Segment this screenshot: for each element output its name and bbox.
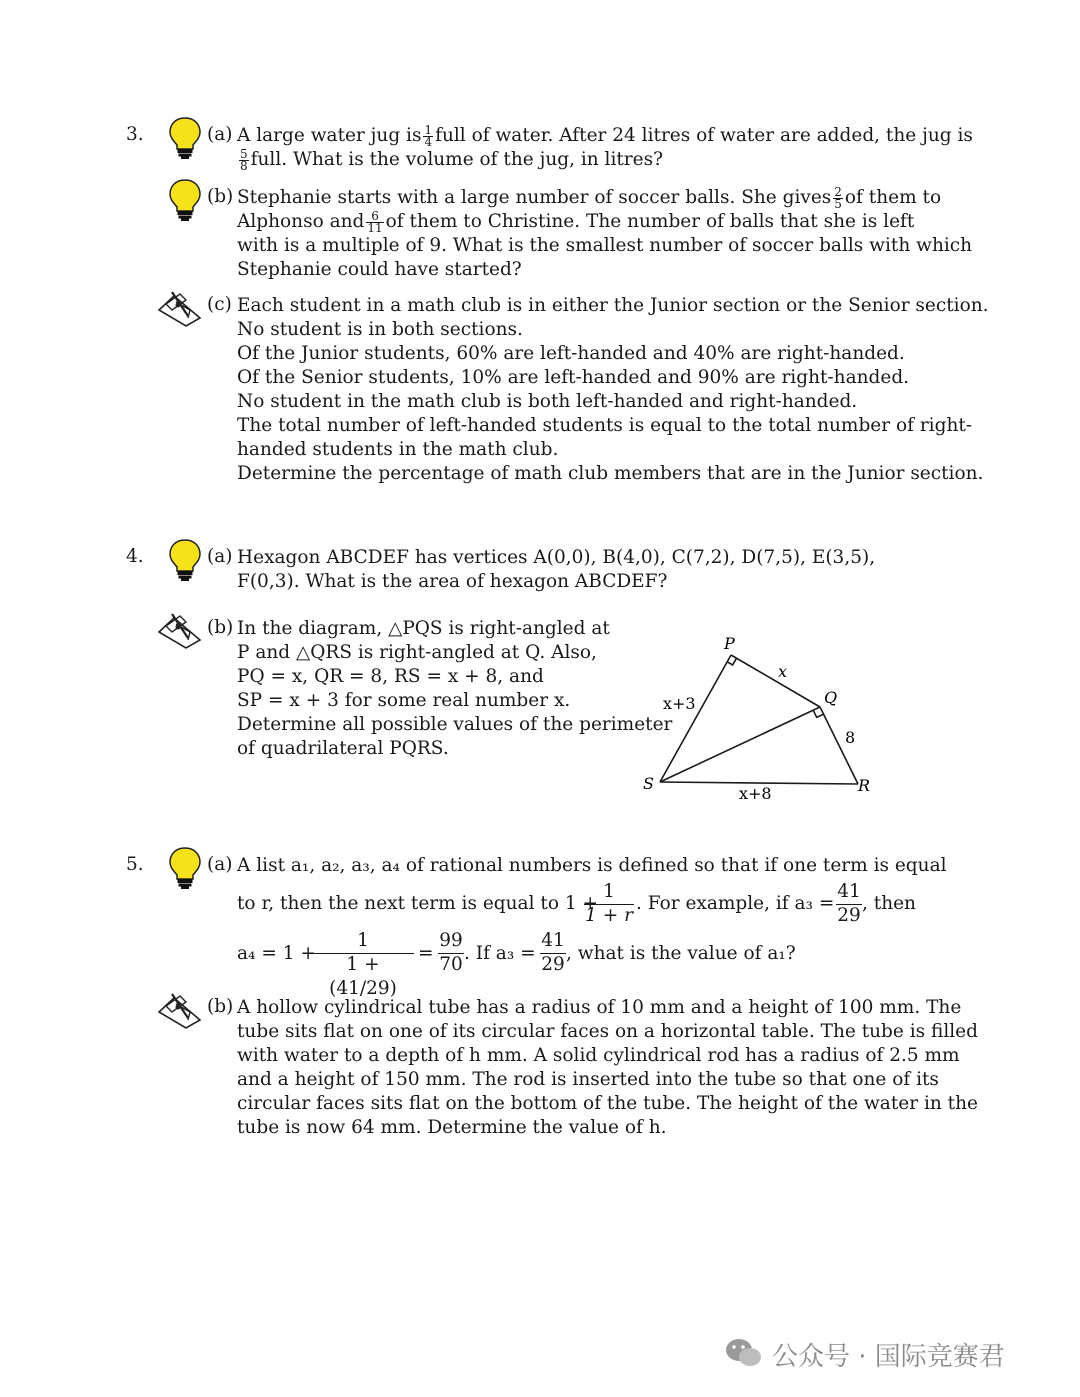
q3c-line: Determine the percentage of math club members that are in the Junior section. — [237, 463, 984, 484]
q5b-line: with water to a depth of h mm. A solid cylindrical rod has a radius of 2.5 mm — [237, 1045, 960, 1066]
q3c-line: handed students in the math club. — [237, 439, 559, 460]
q5b-line: circular faces sits flat on the bottom of the tube. The height of the water in the — [237, 1093, 978, 1114]
q4b-line: P and △QRS is right-angled at Q. Also, — [237, 642, 597, 663]
q3c-line: No student in the math club is both left-handed and right-handed. — [237, 391, 858, 412]
q5a-line-2a: to r, then the next term is equal to 1 + — [237, 893, 598, 914]
q5b-line: tube sits flat on one of its circular faces on a horizontal table. The tube is filled — [237, 1021, 978, 1042]
edge-label-pq: x — [778, 662, 788, 681]
q3c-label: (c) — [207, 294, 232, 315]
q3a-label: (a) — [207, 124, 233, 145]
q4b-line: SP = x + 3 for some real number x. — [237, 690, 571, 711]
q5b-label: (b) — [207, 996, 234, 1017]
hand-pencil-icon — [156, 288, 206, 328]
q3b-line-2: Alphonso and $\frac{6}{11}$ of them to Christine. The number of balls that she is left — [237, 208, 915, 235]
q3a-line-2: $\frac{5}{8}$ full. What is the volume of the jug, in litres? — [240, 146, 664, 173]
fraction-1-over-1-plus-41-29: 1 1 + (41/29) — [312, 929, 414, 1001]
question-number-3: 3. — [126, 124, 144, 145]
q4a-line-1: Hexagon ABCDEF has vertices A(0,0), B(4,0), C(7,2), D(7,5), E(3,5), — [237, 547, 876, 568]
side-sp — [660, 655, 731, 782]
q5a-line-1: A list a₁, a₂, a₃, a₄ of rational numbers is defined so that if one term is equal — [237, 855, 947, 876]
q5b-line: and a height of 150 mm. The rod is inserted into the tube so that one of its — [237, 1069, 939, 1090]
lightbulb-icon — [168, 538, 202, 582]
diagonal-qs — [660, 707, 820, 782]
q3b-line-1: Stephanie starts with a large number of soccer balls. She gives $\frac{2}{5}$ of them to — [237, 184, 942, 211]
lightbulb-icon — [168, 846, 202, 890]
vertex-label-q: Q — [824, 688, 838, 707]
edge-label-qr: 8 — [845, 728, 856, 747]
wechat-icon — [724, 1336, 764, 1370]
q4a-line-2: F(0,3). What is the area of hexagon ABCDEF? — [237, 571, 668, 592]
q3b-label: (b) — [207, 186, 234, 207]
q5b-line: A hollow cylindrical tube has a radius of 10 mm and a height of 100 mm. The — [237, 997, 962, 1018]
quadrilateral-diagram — [630, 625, 890, 810]
q3c-line: No student is in both sections. — [237, 319, 523, 340]
lightbulb-icon — [168, 116, 202, 160]
q5a-line-2c: , then — [862, 893, 916, 914]
q5a-line-3c: , what is the value of a₁? — [566, 943, 796, 964]
q5a-line-3b: . If a₃ = — [464, 943, 536, 964]
q3b-line-4: Stephanie could have started? — [237, 259, 522, 280]
q3b-line-3: with is a multiple of 9. What is the smallest number of soccer balls with which — [237, 235, 973, 256]
q4b-line: In the diagram, △PQS is right-angled at — [237, 618, 610, 639]
edge-label-sp: x+3 — [663, 694, 696, 713]
question-number-5: 5. — [126, 854, 144, 875]
lightbulb-icon — [168, 178, 202, 222]
q4b-line: of quadrilateral PQRS. — [237, 738, 449, 759]
edge-label-rs: x+8 — [739, 784, 772, 803]
side-pq — [731, 655, 820, 707]
fraction-99-70: 99 70 — [439, 930, 463, 975]
q3a-line-1: A large water jug is $\frac{1}{4}$ full of water. After 24 litres of water are added, the jug is — [237, 122, 973, 149]
fraction-41-29: 41 29 — [837, 881, 861, 926]
q4b-line: Determine all possible values of the perimeter — [237, 714, 673, 735]
vertex-label-r: R — [858, 776, 871, 795]
hand-pencil-icon — [156, 990, 206, 1030]
vertex-label-s: S — [643, 774, 654, 793]
q3c-line: Of the Junior students, 60% are left-handed and 40% are right-handed. — [237, 343, 905, 364]
q4b-line: PQ = x, QR = 8, RS = x + 8, and — [237, 666, 544, 687]
q3c-line: Each student in a math club is in either the Junior section or the Senior section. — [237, 295, 989, 316]
q5b-line: tube is now 64 mm. Determine the value of h. — [237, 1117, 667, 1138]
hand-pencil-icon — [156, 610, 206, 650]
q3c-line: Of the Senior students, 10% are left-handed and 90% are right-handed. — [237, 367, 910, 388]
fraction-1-over-1-plus-r: 1 1 + r — [585, 881, 633, 926]
q4b-label: (b) — [207, 617, 234, 638]
q4a-label: (a) — [207, 546, 233, 567]
q5a-line-3a: a₄ = 1 + — [237, 943, 316, 964]
q5a-label: (a) — [207, 854, 233, 875]
vertex-label-p: P — [724, 634, 735, 653]
fraction-41-29: 41 29 — [541, 930, 565, 975]
watermark-text: 公众号 · 国际竞赛君 — [772, 1342, 1005, 1372]
q3c-line: The total number of left-handed students is equal to the total number of right- — [237, 415, 973, 436]
question-number-4: 4. — [126, 546, 144, 567]
q5a-equals: = — [418, 943, 434, 964]
q5a-line-2b: . For example, if a₃ = — [636, 893, 835, 914]
